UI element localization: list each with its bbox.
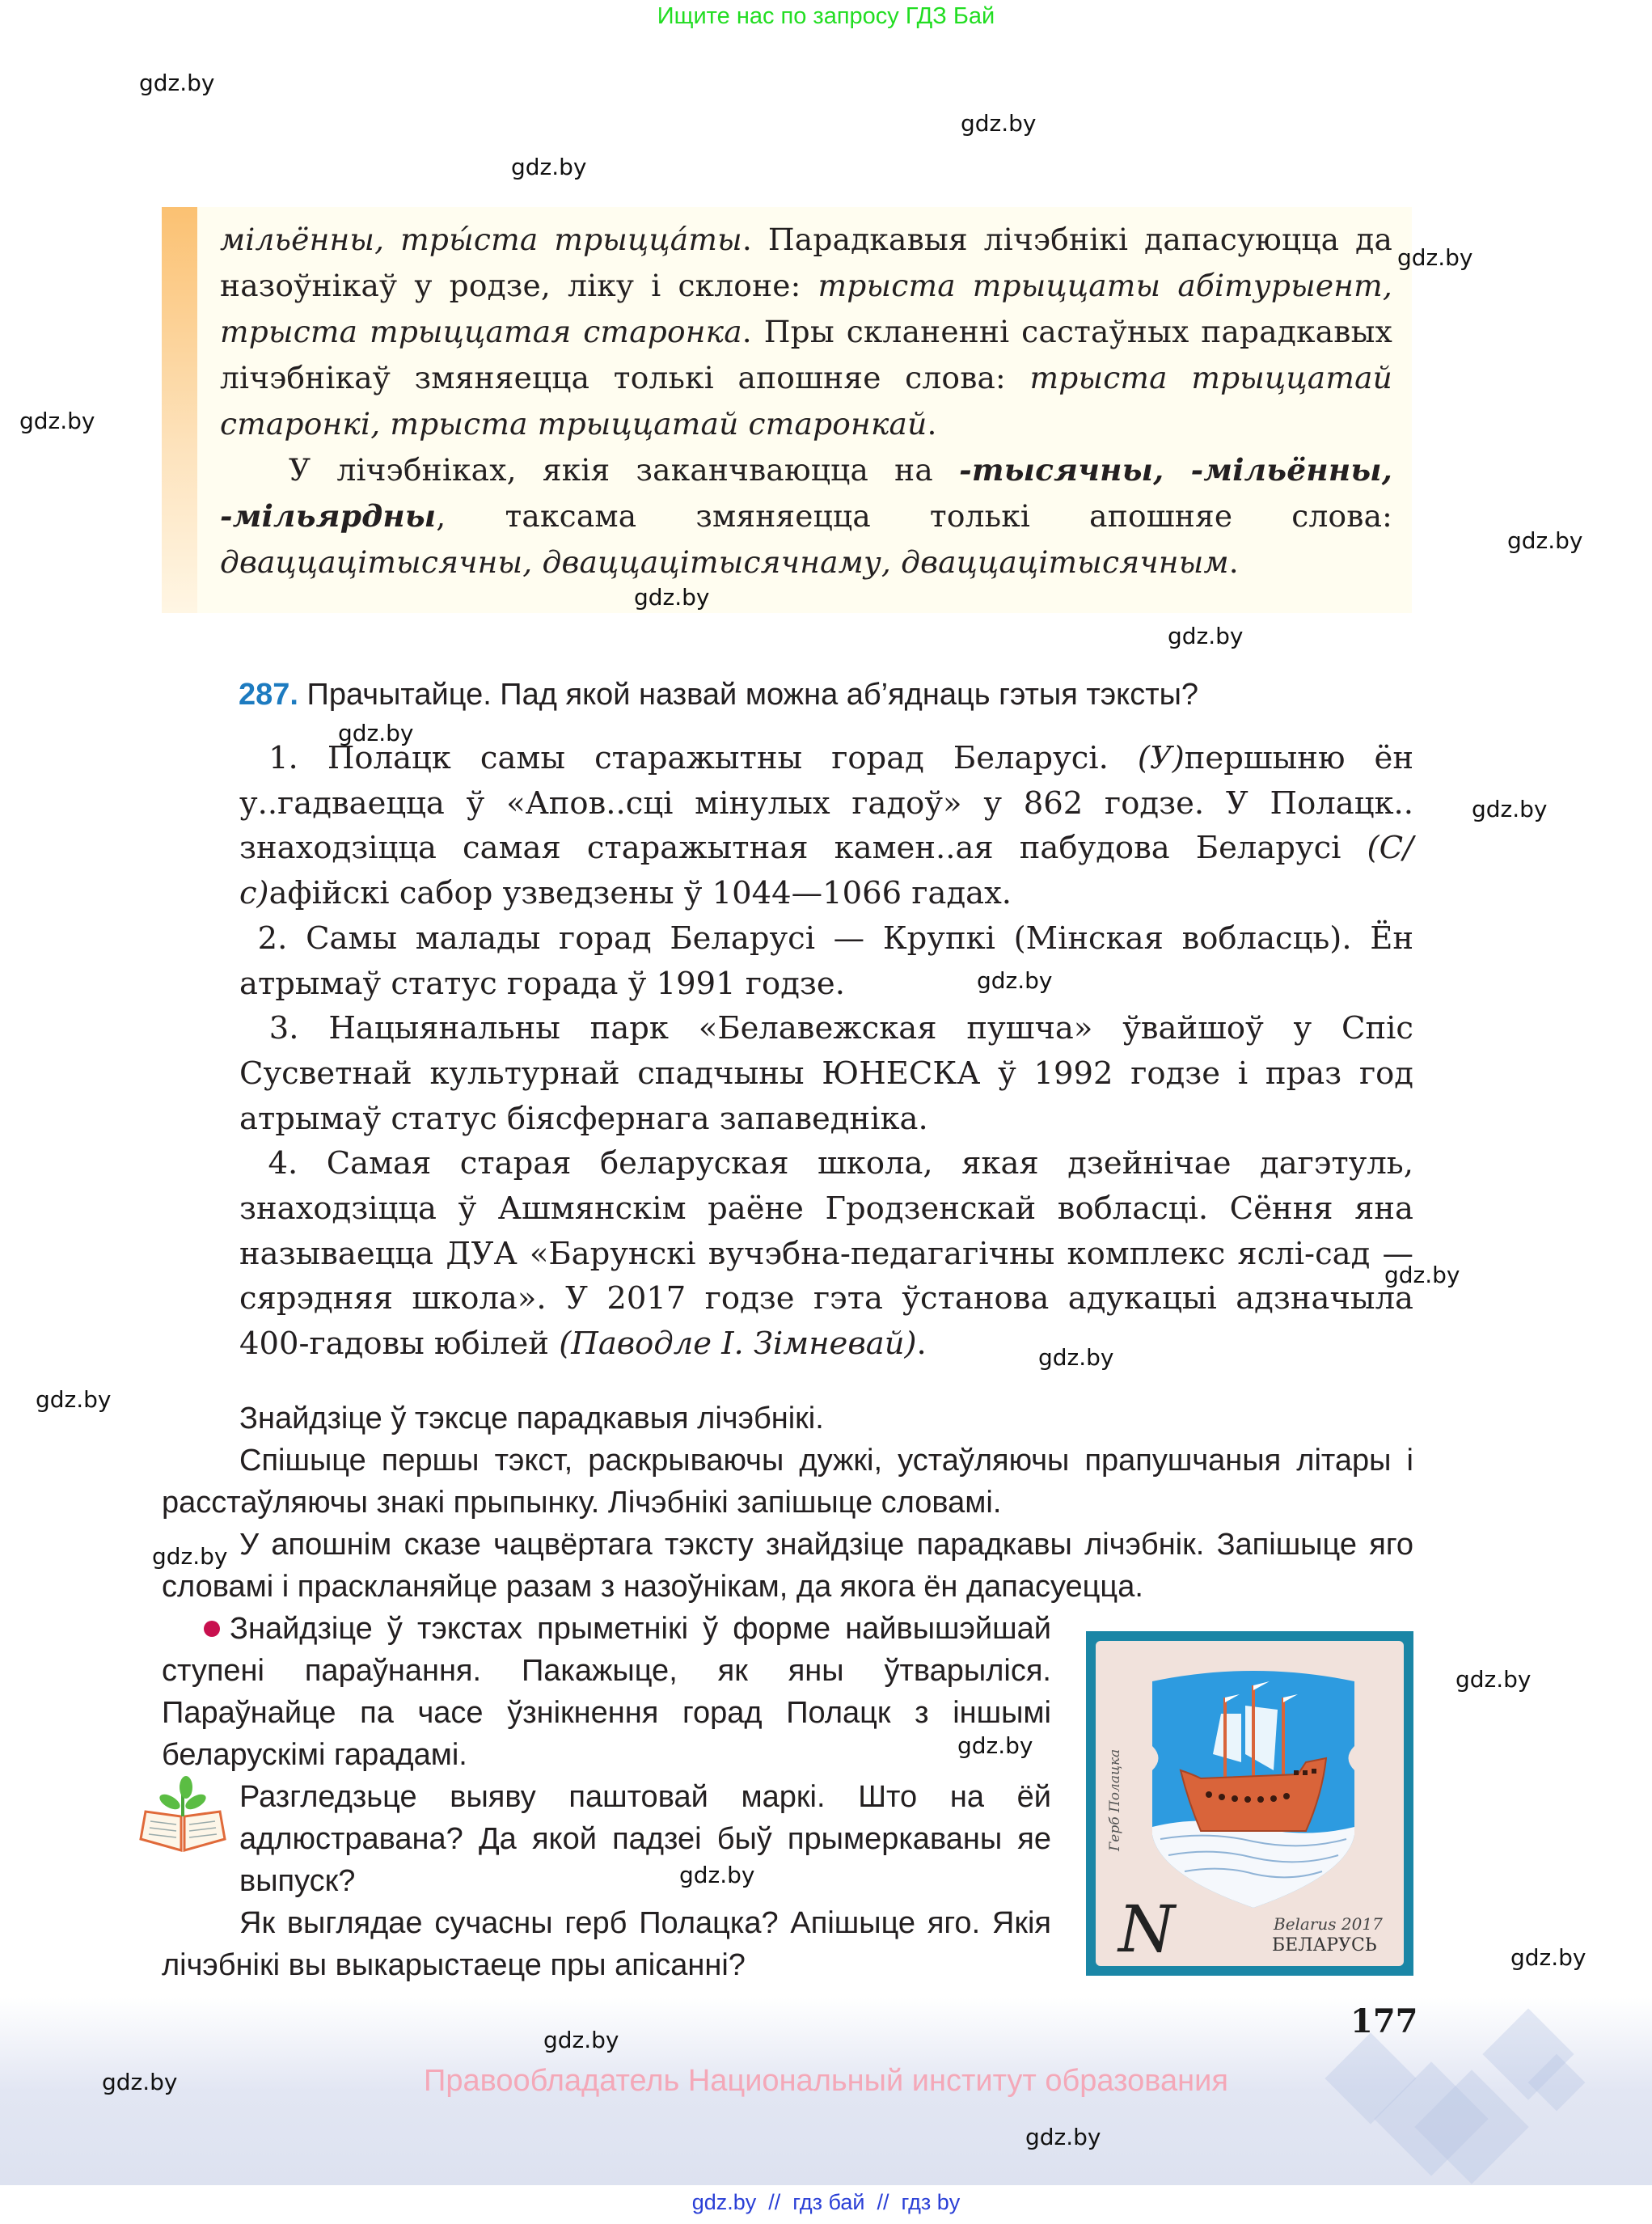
watermark: gdz.by xyxy=(338,720,414,746)
watermark: gdz.by xyxy=(1507,527,1583,554)
text-span: 4. Самая старая беларуская школа, якая дзейнічае дагэтуль, знаходзіцца ў Ашмянскім раёне Гродзенскай вобласці. Сёння яна называецца ДУА «Барунскі вучэбна-педагагічны комплекс яслі-сад — сярэдняя школа». У 2017 годзе гэта ўстанова адукацыі адзначыла 400-гадовы юбілей xyxy=(239,1145,1413,1363)
rule-text-span: У лічэбніках, якія заканчваюцца на xyxy=(289,452,960,488)
rule-text-span: . Парадкавыя лічэбнікі дапасуюцца да назоўнікаў у родзе, ліку і склоне: xyxy=(220,222,1392,303)
exercise-texts xyxy=(239,736,1413,1367)
stamp-paper xyxy=(1096,1641,1404,1966)
rule-example-numeral: мільённы, тры́ста трыцца́ты xyxy=(220,222,742,257)
task-5-block xyxy=(239,1776,1051,1902)
watermark: gdz.by xyxy=(1472,796,1548,822)
task-5: Разгледзьце выяву паштовай маркі. Што на ёй адлюстравана? Да якой падзеі быў прымеркаваны яе выпуск? xyxy=(239,1780,1051,1898)
source-attribution: (Паводле І. Зімневай) xyxy=(559,1326,917,1363)
watermark: gdz.by xyxy=(511,154,587,180)
exercise-text-1 xyxy=(239,736,1413,916)
rule-paragraph-1 xyxy=(220,217,1392,447)
text-span: . xyxy=(916,1326,927,1363)
bracket-gap: (У) xyxy=(1137,740,1185,776)
stamp-side-label: Герб Полацка xyxy=(1107,1748,1123,1851)
exercise-number: 287. xyxy=(239,678,298,712)
task-1: Знайдзіце ў тэксце парадкавыя лічэбнікі. xyxy=(239,1402,824,1435)
watermark: gdz.by xyxy=(36,1386,112,1413)
task-4-block xyxy=(162,1608,1051,1776)
polatsk-coat-of-arms-icon xyxy=(1144,1665,1363,1916)
text-span: 1. Полацк самы старажытны горад Беларусі. xyxy=(268,740,1138,776)
watermark: gdz.by xyxy=(1510,1944,1587,1971)
page-number: 177 xyxy=(1350,2002,1418,2040)
watermark: gdz.by xyxy=(543,2027,619,2053)
exercise-instruction: Прачытайце. Пад якой назвай можна аб’яднаць гэтыя тэксты? xyxy=(306,678,1199,712)
bracket-gap: (С/с) xyxy=(239,830,1413,912)
rule-text-span: . Пры скланенні састаўных парадкавых лічэбнікаў змяняецца толькі апошняе слова: xyxy=(220,314,1392,395)
watermark: gdz.by xyxy=(634,584,710,611)
copyright-notice: Правообладатель Национальный институт образования xyxy=(424,2064,1228,2098)
watermark: gdz.by xyxy=(19,408,95,434)
watermark: gdz.by xyxy=(102,2069,178,2095)
task-4 xyxy=(162,1608,1051,1776)
rule-example-1: трыста трыццаты абітурыент, трыста трыццатая старонка xyxy=(220,268,1392,349)
task-6: Як выглядае сучасны герб Полацка? Апішыце яго. Якія лічэбнікі вы выкарыстаеце пры апісанні? xyxy=(162,1906,1051,1982)
bottom-links[interactable]: gdz.by // гдз бай // гдз by xyxy=(691,2190,961,2214)
stamp-denomination: N xyxy=(1118,1892,1175,1967)
exercise-text-2 xyxy=(239,916,1413,1006)
top-banner: Ищите нас по запросу ГДЗ Бай xyxy=(657,3,995,29)
task-2: Спішыце першы тэкст, раскрываючы дужкі, устаўляючы прапушчаныя літары і расстаўляючы знакі прыпынку. Лічэбнікі запішыце словамі. xyxy=(162,1444,1413,1520)
watermark: gdz.by xyxy=(139,70,215,96)
watermark: gdz.by xyxy=(1397,244,1473,271)
watermark: gdz.by xyxy=(977,967,1053,994)
exercise-heading xyxy=(239,678,1198,712)
rule-text-span: , таксама змяняецца толькі апошняе слова: xyxy=(436,498,1392,534)
watermark: gdz.by xyxy=(957,1732,1033,1759)
text-span: афійскі сабор узведзены ў 1044—1066 гадах. xyxy=(268,875,1012,912)
text-span: першыню ён у..гадваецца ў «Апов..сці мінулых гадоў» у 862 годзе. У Полацк.. знаходзіцца самая старажытная камен..ая пабудова Беларусі xyxy=(239,740,1413,867)
watermark: gdz.by xyxy=(1025,2124,1101,2150)
book-plant-icon xyxy=(137,1776,228,1857)
watermark: gdz.by xyxy=(1168,623,1244,649)
watermark: gdz.by xyxy=(1384,1262,1460,1288)
rule-suffixes: -тысячны, -мільённы, -мільярдны xyxy=(220,452,1392,534)
watermark: gdz.by xyxy=(679,1862,755,1888)
rule-paragraph-2 xyxy=(220,447,1392,586)
bullet-icon xyxy=(204,1621,220,1637)
stamp-country: БЕЛАРУСЬ xyxy=(1272,1935,1377,1956)
watermark: gdz.by xyxy=(1038,1344,1114,1371)
rule-box-stripe xyxy=(162,207,197,613)
task-6-block xyxy=(162,1902,1051,1986)
task-4-text: Знайдзіце ў тэкстах прыметнікі ў форме найвышэйшай ступені параўнання. Пакажыце, як яны ўтварыліся. Параўнайце па часе ўзнікнення горад Полацк з іншымі беларускімі гарадамі. xyxy=(162,1612,1051,1772)
rule-text xyxy=(220,217,1392,586)
watermark: gdz.by xyxy=(1456,1666,1532,1693)
text-span: 2. Самы малады горад Беларусі — Крупкі (Мінская вобласць). Ён атрымаў статус горада ў 1991 годзе. xyxy=(239,920,1413,1002)
exercise-text-3 xyxy=(239,1006,1413,1141)
rule-text-span: . xyxy=(927,406,937,442)
watermark: gdz.by xyxy=(961,110,1037,137)
stamp-year: Belarus 2017 xyxy=(1274,1914,1383,1934)
rule-example-3: дваццацітысячны, дваццацітысячнаму, дваццацітысячным xyxy=(220,544,1229,580)
rule-example-2: трыста трыццатай старонкі, трыста трыццатай старонкай xyxy=(220,360,1392,442)
exercise-text-4 xyxy=(239,1141,1413,1367)
text-span: 3. Нацыянальны парк «Белавежская пушча» ўвайшоў у Спіс Сусветнай культурнай спадчыны ЮНЕСКА ў 1992 годзе і праз год атрымаў статус біясфернага запаведніка. xyxy=(239,1010,1413,1137)
postage-stamp xyxy=(1086,1631,1413,1976)
watermark: gdz.by xyxy=(152,1543,228,1570)
task-3: У апошнім сказе чацвёртага тэксту знайдзіце парадкавы лічэбнік. Запішыце яго словамі і праскланяйце разам з назоўнікам, да якога ён дапасуецца. xyxy=(162,1528,1413,1604)
rule-text-span: . xyxy=(1228,544,1239,580)
